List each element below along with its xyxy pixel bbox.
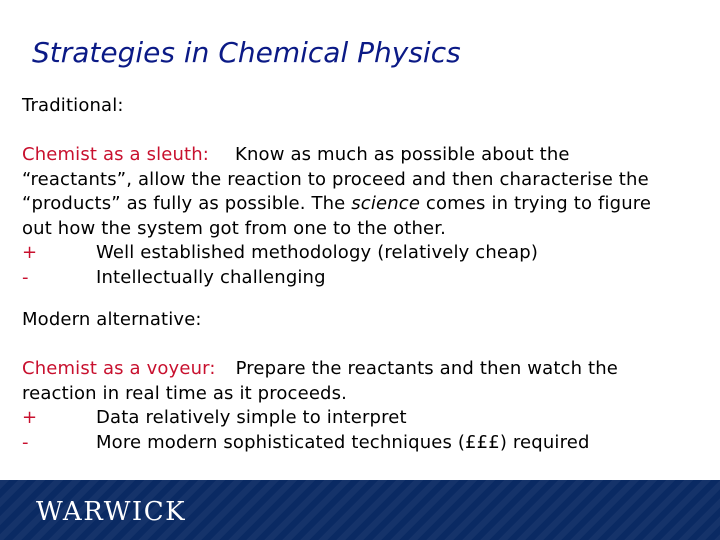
footer-bar [0, 480, 720, 540]
modern-desc-text1: Prepare the reactants and then watch the [235, 358, 619, 379]
minus-symbol: - [22, 266, 29, 288]
modern-pro [22, 406, 702, 431]
traditional-role: Chemist as a sleuth: [22, 144, 210, 165]
modern-section [22, 308, 702, 455]
plus-symbol: + [22, 407, 38, 428]
modern-desc-line1 [22, 357, 702, 382]
traditional-section [22, 94, 702, 290]
plus-symbol: + [22, 242, 38, 263]
traditional-desc-line4: out how the system got from one to the other. [22, 217, 446, 239]
modern-con-text: More modern sophisticated techniques (£££) required [96, 431, 590, 453]
warwick-logo: WARWICK [36, 497, 187, 527]
traditional-con [22, 266, 702, 291]
traditional-desc-emphasis: science [351, 193, 421, 214]
traditional-pro [22, 241, 702, 266]
traditional-desc-text3b: comes in trying to figure [425, 193, 652, 214]
traditional-pro-text: Well established methodology (relatively cheap) [96, 242, 539, 263]
modern-role: Chemist as a voyeur: [22, 358, 216, 379]
slide-title: Strategies in Chemical Physics [32, 36, 461, 69]
traditional-desc-line1 [22, 143, 702, 168]
traditional-desc-line3 [22, 192, 702, 217]
traditional-desc-text1: Know as much as possible about the [235, 144, 570, 165]
traditional-desc-text3a: “products” as fully as possible. The [22, 193, 346, 214]
minus-symbol: - [22, 431, 29, 453]
modern-con [22, 431, 702, 456]
traditional-con-text: Intellectually challenging [96, 266, 326, 288]
traditional-heading: Traditional: [22, 95, 124, 116]
traditional-desc-line2: “reactants”, allow the reaction to proceed and then characterise the [22, 168, 649, 190]
modern-desc-line2: reaction in real time as it proceeds. [22, 382, 348, 404]
modern-heading: Modern alternative: [22, 309, 202, 330]
modern-pro-text: Data relatively simple to interpret [96, 407, 407, 428]
